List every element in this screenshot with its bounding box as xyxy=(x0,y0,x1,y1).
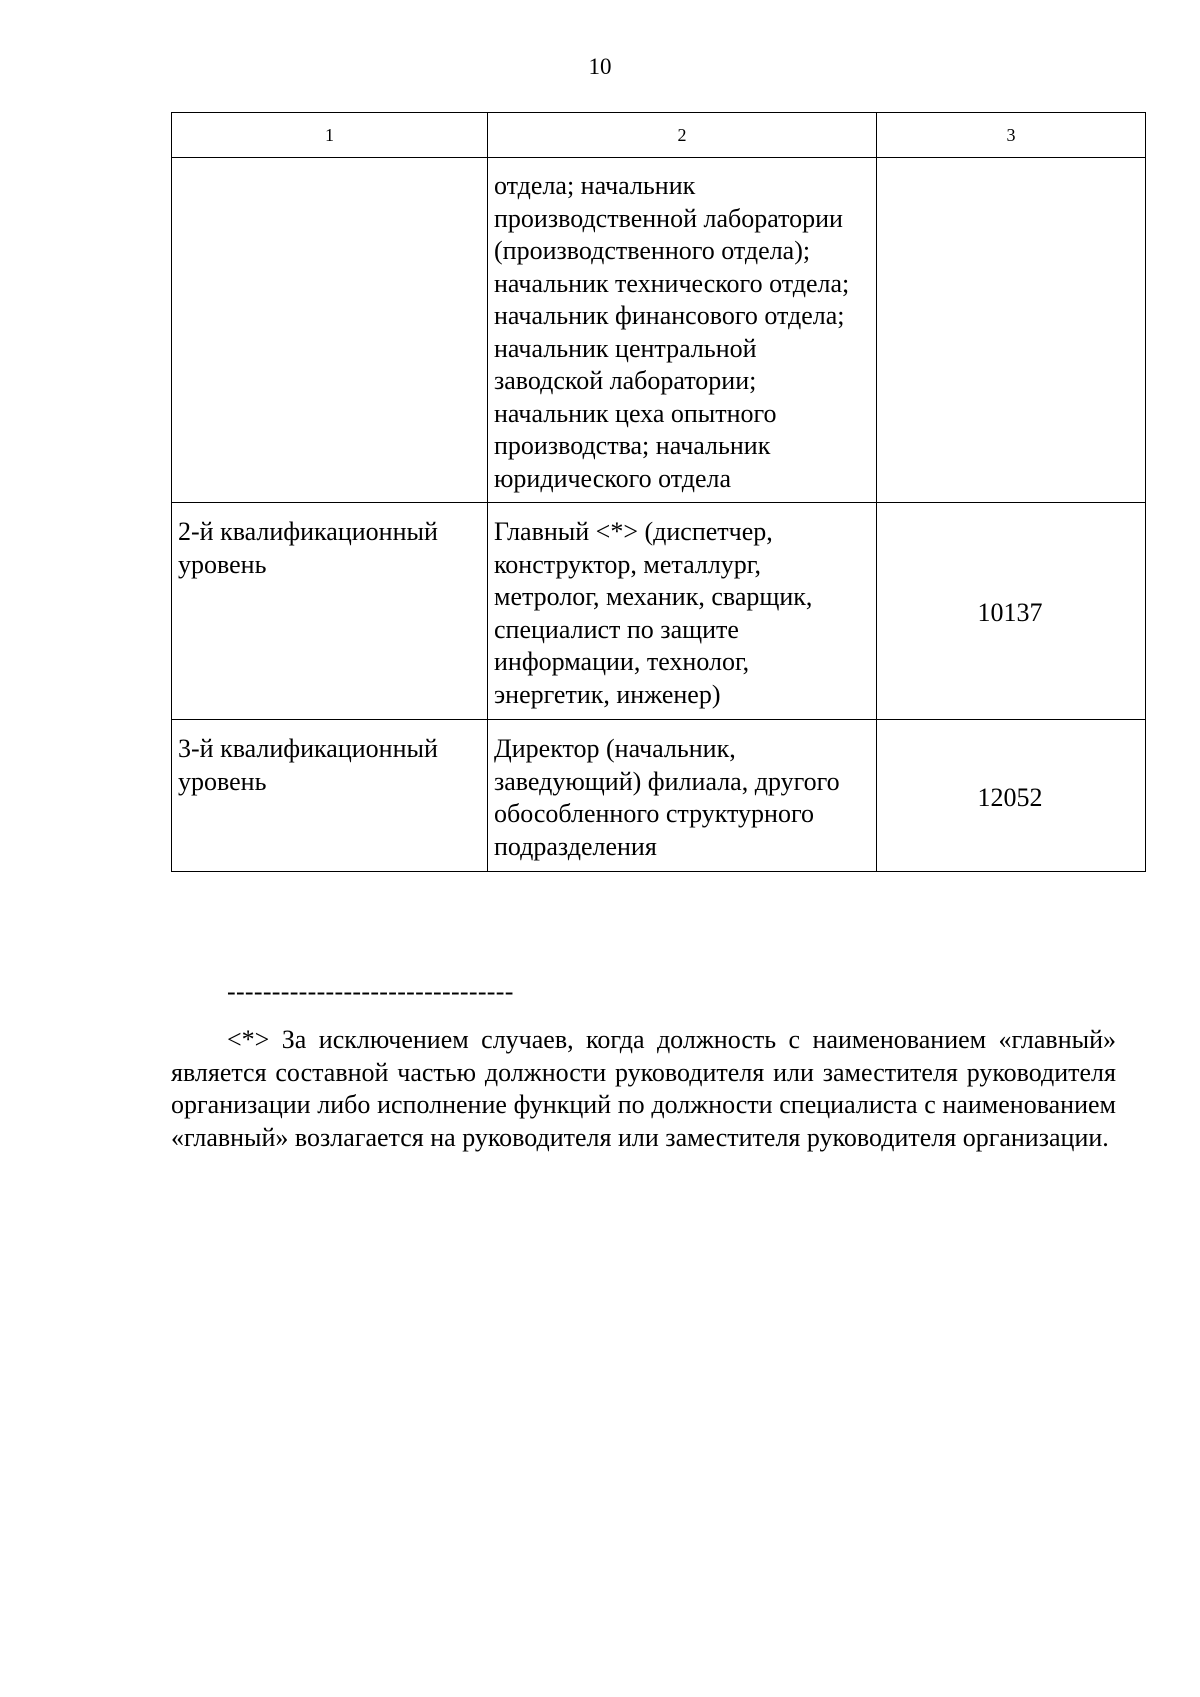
header-cell-1: 1 xyxy=(172,113,488,158)
table-row xyxy=(172,158,1146,503)
positions-text: отдела; начальник производственной лаборатории (производственного отдела); начальник технического отдела; начальник финансового отдела; начальник центральной заводской лаборатории; начальник цеха опытного производства; начальник юридического отдела xyxy=(494,171,850,493)
level-cell: 3-й квалификационный уровень xyxy=(172,720,488,872)
page-number: 10 xyxy=(588,54,612,79)
salary-cell: 10137 xyxy=(877,503,1146,720)
table-header-row xyxy=(172,113,1146,158)
footnote-separator: -------------------------------- xyxy=(227,977,514,1006)
footnote-text: <*> За исключением случаев, когда должность с наименованием «главный» является составной частью должности руководителя или заместителя руководителя организации либо исполнение функций по должности специалиста с наименованием «главный» возлагается на руководителя или заместителя руководителя организации. xyxy=(171,1025,1116,1152)
salary-cell xyxy=(877,158,1146,503)
header-cell-2: 2 xyxy=(488,113,877,158)
qualification-table xyxy=(171,112,1146,872)
positions-cell xyxy=(488,158,877,503)
table-row xyxy=(172,503,1146,720)
salary-cell: 12052 xyxy=(877,720,1146,872)
header-cell-3: 3 xyxy=(877,113,1146,158)
level-cell xyxy=(172,158,488,503)
positions-cell: Директор (начальник, заведующий) филиала, другого обособленного структурного подразделения xyxy=(488,720,877,872)
level-cell: 2-й квалификационный уровень xyxy=(172,503,488,720)
table-row xyxy=(172,720,1146,872)
positions-cell: Главный <*> (диспетчер, конструктор, металлург, метролог, механик, сварщик, специалист по защите информации, технолог, энергетик, инженер) xyxy=(488,503,877,720)
